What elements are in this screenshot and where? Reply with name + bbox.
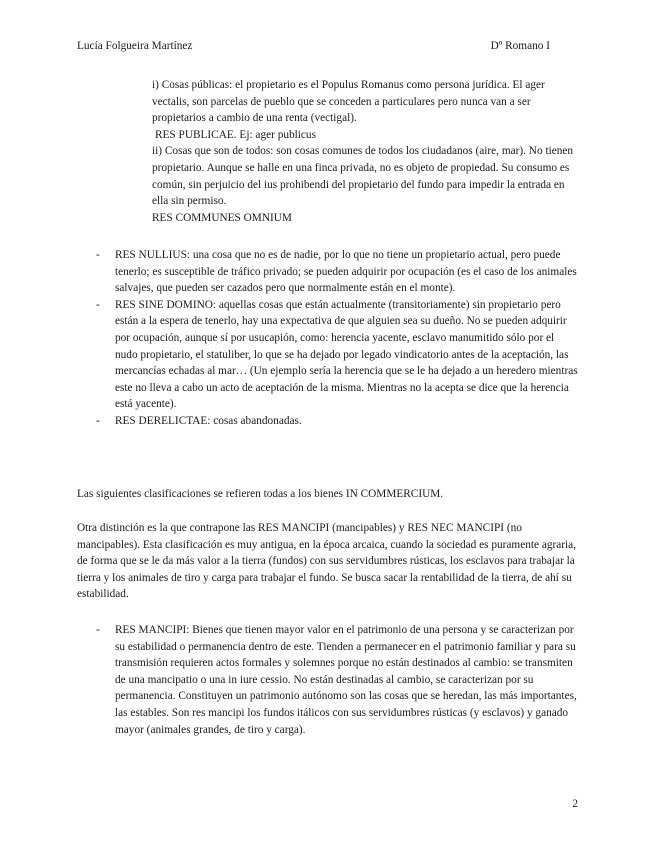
list-dash: - [96,298,100,311]
list-item-text: RES NULLIUS: una cosa que no es de nadie, por lo que no tiene un propietario actual, pero puede tenerlo; es susceptible de tráfico privado; se pueden adquirir por ocupación (es el caso de los animales salvajes, que pueden ser cazados pero que normalmente están en el monte). [115,249,577,295]
list-item [96,413,578,430]
public-things-section [152,77,577,226]
list-item-text: RES SINE DOMINO: aquellas cosas que están actualmente (transitoriamente) sin propietario pero están a la espera de tenerlo, hay una expectativa de que alguien sea su dueño. No se pueden adquirir por ocupación, aunque sí por usucapión, como: herencia yacente, esclavo manumitido sólo por el nudo propietario, el statuliber, lo que se ha dejado por legado vindicatorio antes de la aceptación, las mercancías echadas al mar… (Un ejemplo sería la herencia que se le ha dejado a un heredero mientras este no lleva a cabo un acto de aceptación de la misma. Mientras no la acepta se dice que la herencia está yacente). [115,298,578,411]
list-dash: - [96,414,100,427]
list-item [96,622,578,738]
list-item [96,247,578,297]
res-publicae-label: RES PUBLICAE. Ej: ager publicus [155,128,316,141]
mancipi-paragraph: Otra distinción es la que contrapone las RES MANCIPI (mancipables) y RES NEC MANCIPI (no mancipables). Esta clasificación es muy antigua, en la época arcaica, cuando la sociedad es puramente agraria, de forma que se le da más valor a la tierra (fundos) con sus servidumbres rústicas, los esclavos para trabajar la tierra y los animales de tiro y carga para trabajar el fundo. Se busca sacar la rentabilidad de la tierra, de ahí su estabilidad. [77,522,577,601]
list-item-text: RES MANCIPI: Bienes que tienen mayor valor en el patrimonio de una persona y se caracterizan por su estabilidad o permanencia dentro de este. Tienden a permanecer en el patrimonio familiar y para su transmisión requieren actos formales y solemnes porque no están destinados al cambio: se transmiten de una mancipatio o una in iure cessio. No están destinadas al cambio, se caracterizan por su permanencia. Constituyen un patrimonio autónomo son las cosas que se heredan, las más importantes, las estables. Son res mancipi los fundos itálicos con sus servidumbres rústicas (y esclavos) y ganado mayor (animales grandes, de tiro y carga). [115,624,577,736]
public-things-item-ii: ii) Cosas que son de todos: son cosas comunes de todos los ciudadanos (aire, mar). No tienen propietario. Aunque se halle en una finca privada, no es objeto de propiedad. Su consumo es común, sin perjuicio del ius prohibendi del propietario del fundo para impedir la entrada en ella sin permiso. [152,145,574,208]
page-number: 2 [572,798,578,810]
list-dash: - [96,624,100,636]
list-item-text: RES DERELICTAE: cosas abandonadas. [115,414,302,427]
header-author: Lucía Folgueira Martínez [77,40,193,52]
header-subject: Dº Romano I [490,40,550,52]
res-types-list [96,247,578,430]
res-mancipi-list [96,622,578,738]
public-things-item-i: i) Cosas públicas: el propietario es el Populus Romanus como persona jurídica. El ager vectalis, son parcelas de pueblo que se conceden a particulares pero nunca van a ser propietarios a cambio de una renta (vectigal). [152,79,545,125]
commercium-paragraph: Las siguientes clasificaciones se refieren todas a los bienes IN COMMERCIUM. [77,488,444,500]
res-communes-label: RES COMMUNES OMNIUM [152,211,292,224]
list-dash: - [96,249,100,261]
list-item [96,297,578,413]
